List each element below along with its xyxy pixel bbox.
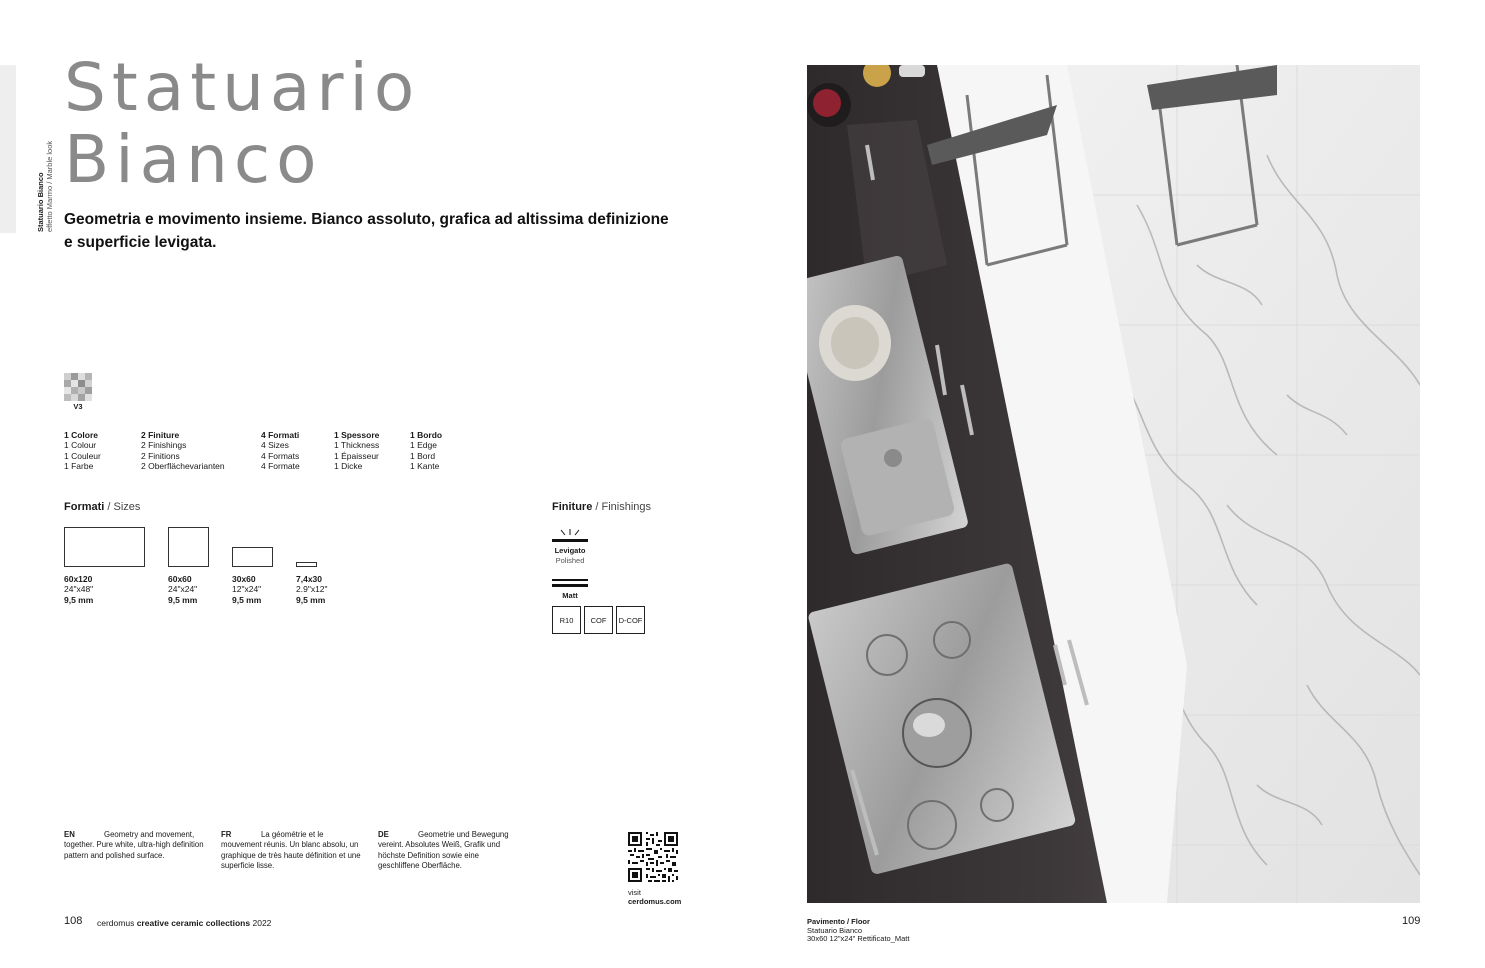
prop-line: 1 Couleur	[64, 450, 101, 461]
format-7x30	[296, 574, 328, 605]
side-tab	[0, 65, 16, 233]
format-inch: 24"x48"	[64, 584, 94, 595]
format-30x60-shape	[232, 547, 273, 567]
visit-link[interactable]	[628, 888, 681, 906]
format-inch: 24"x24"	[168, 584, 198, 595]
variation-label: V3	[73, 402, 83, 411]
prop-head: 1 Colore	[64, 430, 99, 440]
variation-indicator	[64, 373, 92, 411]
page-number-right: 109	[1402, 915, 1421, 927]
prop-sizes	[261, 430, 300, 471]
prop-line: 4 Sizes	[261, 440, 289, 451]
formats-title: Formati	[64, 501, 105, 513]
prop-line: 1 Edge	[410, 440, 437, 451]
caption-title: Pavimento / Floor	[807, 917, 870, 926]
format-60x120-shape	[64, 527, 145, 567]
prop-line: 2 Finitions	[141, 450, 180, 461]
lang-code: DE	[378, 830, 389, 839]
prop-head: 4 Formati	[261, 430, 300, 440]
page-title	[64, 49, 421, 198]
prop-line: 1 Dicke	[334, 460, 363, 471]
format-60x120	[64, 574, 93, 605]
badge-dcof: D-COF	[616, 606, 645, 634]
title-line-2: Bianco	[64, 121, 323, 198]
prop-head: 1 Bordo	[410, 430, 443, 440]
format-60x60	[168, 574, 197, 605]
format-30x60	[232, 574, 261, 605]
format-size: 30x60	[232, 574, 256, 584]
badge-cof: COF	[584, 606, 613, 634]
lang-code: EN	[64, 830, 75, 839]
page-number-left: 108	[64, 915, 83, 927]
matt-surface-icon	[552, 584, 588, 587]
lead-text: Geometria e movimento insieme. Bianco assoluto, grafica ad altissima definizione e superficie levigata.	[64, 211, 669, 251]
prop-line: 2 Finishings	[141, 440, 187, 451]
caption-spec: 30x60 12"x24" Rettificato_Matt	[807, 934, 910, 944]
prop-line: 1 Épaisseur	[334, 450, 379, 461]
prop-line: 1 Farbe	[64, 460, 94, 471]
format-size: 60x60	[168, 574, 192, 584]
lang-code: FR	[221, 830, 232, 839]
format-thickness: 9,5 mm	[168, 594, 198, 605]
description-text: Geometry and movement, together. Pure white, ultra-high definition pattern and polished surface.	[64, 830, 204, 860]
finish-polished-en-label: Polished	[555, 556, 585, 565]
side-label	[36, 62, 54, 232]
badge-r10: R10	[552, 606, 581, 634]
format-inch: 2.9"x12"	[296, 584, 328, 595]
kitchen-photo	[807, 65, 1420, 903]
prop-line: 1 Colour	[64, 440, 97, 451]
formats-heading	[64, 501, 140, 513]
format-thickness: 9,5 mm	[296, 594, 326, 605]
year: 2022	[252, 918, 272, 928]
prop-head: 2 Finiture	[141, 430, 180, 440]
side-label-name: Statuario Bianco	[36, 172, 45, 232]
caption-name: Statuario Bianco	[807, 925, 863, 935]
variation-icon	[64, 373, 92, 401]
formats-title-en: / Sizes	[107, 501, 141, 513]
format-60x60-shape	[168, 527, 209, 567]
prop-edge	[410, 430, 442, 471]
prop-line: 1 Thickness	[334, 440, 380, 451]
collection-name: creative ceramic collections	[136, 918, 251, 928]
description-text: Geometrie und Bewegung vereint. Absolutes Weiß, Grafik und höchste Definition sowie eine geschliffene Oberfläche.	[378, 830, 509, 870]
format-size: 60x120	[64, 574, 93, 584]
finish-matt-label: Matt	[562, 591, 578, 600]
description-en	[64, 830, 204, 861]
finishings-title-en: / Finishings	[595, 501, 652, 513]
prop-colour	[64, 430, 101, 471]
prop-line: 2 Oberflächevarianten	[141, 460, 225, 471]
prop-finishings	[141, 430, 225, 471]
matt-line-icon	[552, 579, 588, 581]
brand-name: cerdomus	[97, 918, 135, 928]
side-label-subtitle: effetto Marmo / Marble look	[45, 140, 54, 232]
finish-polished-label: Levigato	[554, 546, 586, 555]
description-fr	[221, 830, 361, 871]
format-thickness: 9,5 mm	[232, 594, 262, 605]
finishings-title: Finiture	[552, 501, 593, 513]
format-size: 7,4x30	[296, 574, 322, 584]
finishings-heading	[552, 501, 651, 513]
photo-caption	[807, 918, 909, 944]
description-text: La géométrie et le mouvement réunis. Un blanc absolu, un graphique de très haute définition et une superficie lisse.	[221, 830, 361, 870]
prop-line: 1 Bord	[410, 450, 436, 461]
qr-code-icon[interactable]	[628, 832, 678, 882]
visit-site: cerdomus.com	[628, 897, 682, 906]
kitchen-scene-illustration	[807, 65, 1420, 903]
prop-thickness	[334, 430, 379, 471]
format-7x30-shape	[296, 562, 317, 567]
description-de	[378, 830, 518, 871]
polished-shine-icon	[552, 528, 588, 544]
prop-line: 4 Formats	[261, 450, 300, 461]
prop-head: 1 Spessore	[334, 430, 380, 440]
footer-brand	[97, 918, 271, 928]
visit-label: visit	[628, 888, 641, 897]
prop-line: 1 Kante	[410, 460, 440, 471]
title-line-1: Statuario	[64, 49, 421, 126]
prop-line: 4 Formate	[261, 460, 300, 471]
format-thickness: 9,5 mm	[64, 594, 94, 605]
format-inch: 12"x24"	[232, 584, 262, 595]
